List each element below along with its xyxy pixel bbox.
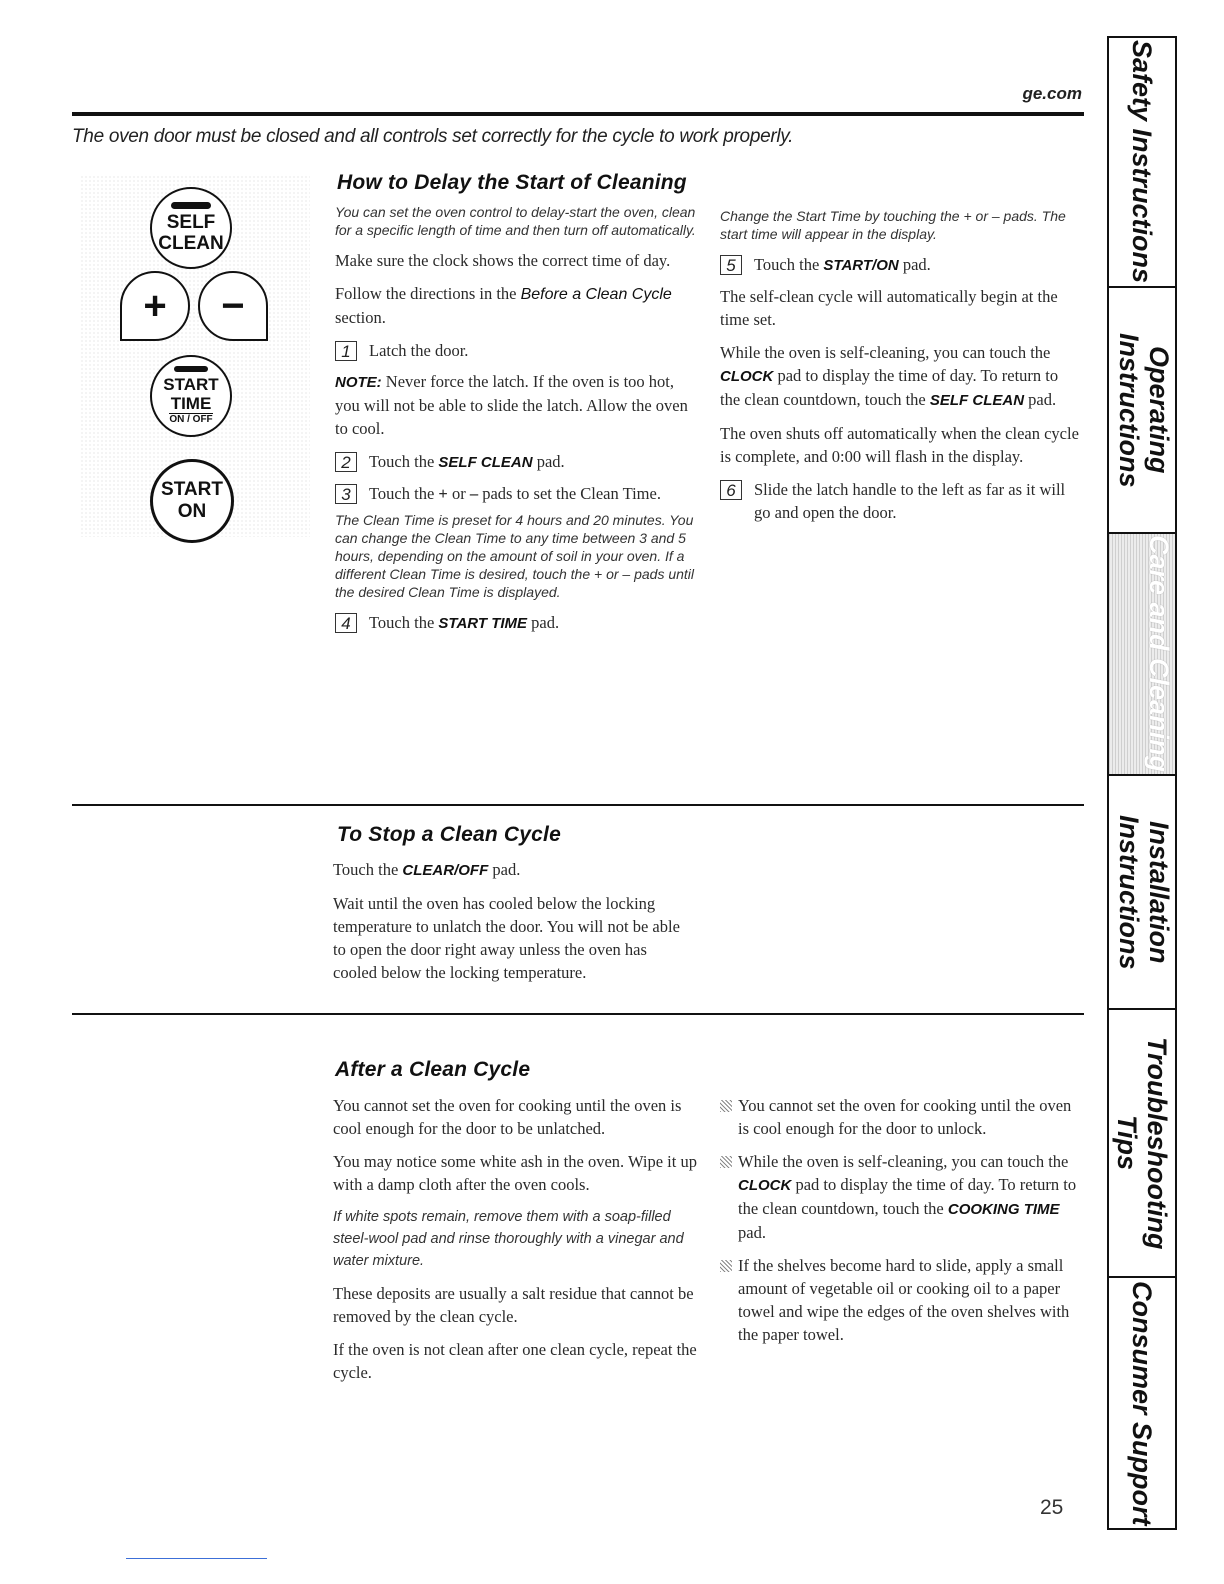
delay-follow-text: Follow the directions in the Before a Clean Cycle section. <box>335 284 672 327</box>
delay-column-2 <box>720 207 1080 532</box>
stop-touch-text: Touch the CLEAR/OFF pad. <box>333 860 521 879</box>
start-time-pad-icon: START TIME ON / OFF <box>150 355 232 437</box>
tab-consumer-support[interactable]: Consumer Support <box>1107 1276 1177 1530</box>
footer-link-line <box>126 1558 267 1559</box>
after-ash-text: You may notice some white ash in the oven. Wipe it up with a damp cloth after the oven cools. <box>333 1152 697 1194</box>
delay-while-text: While the oven is self-cleaning, you can touch the CLOCK pad to display the time of day. To return to the clean countdown, touch the SELF CLEAN pad. <box>720 343 1059 409</box>
after-spots-note: If white spots remain, remove them with a soap-filled steel-wool pad and rinse thoroughly with a vinegar and water mixture. <box>333 1209 684 1269</box>
after-rule <box>72 1013 1084 1015</box>
intro-text: The oven door must be closed and all controls set correctly for the cycle to work properly. <box>72 126 794 147</box>
delay-step-4: 4 Touch the START TIME pad. <box>335 611 700 635</box>
delay-step-5: 5 Touch the START/ON pad. <box>720 253 1080 277</box>
delay-note: NOTE: Never force the latch. If the oven is too hot, you will not be able to slide the latch. Allow the oven to cool. <box>335 372 688 438</box>
after-column-2 <box>720 1094 1082 1356</box>
tab-safety-instructions[interactable]: Safety Instructions <box>1107 36 1177 286</box>
after-bullet-3: If the shelves become hard to slide, apply a small amount of vegetable oil or cooking oil to a paper towel and wipe the edges of the oven shelves with the paper towel. <box>720 1254 1082 1346</box>
after-deposits-text: These deposits are usually a salt residue that cannot be removed by the clean cycle. <box>333 1284 694 1326</box>
clean-time-note: The Clean Time is preset for 4 hours and 20 minutes. You can change the Clean Time to any time between 3 and 5 hours, depending on the amount of soil in your oven. If a different Clean Time is desired, touch the + or – pads until the desired Clean Time is displayed. <box>335 512 695 600</box>
self-clean-pad-icon: SELF CLEAN <box>150 187 232 269</box>
after-column-1 <box>333 1094 698 1394</box>
delay-column-1 <box>335 203 700 643</box>
site-url: ge.com <box>1022 84 1082 103</box>
delay-step-2: 2 Touch the SELF CLEAN pad. <box>335 450 700 474</box>
delay-begin-text: The self-clean cycle will automatically begin at the time set. <box>720 287 1058 329</box>
after-bullet-2: While the oven is self-cleaning, you can touch the CLOCK pad to display the time of day. To return to the clean countdown, touch the COOKING TIME pad. <box>720 1150 1082 1244</box>
header-rule <box>72 112 1084 116</box>
delay-clock-text: Make sure the clock shows the correct time of day. <box>335 251 671 270</box>
delay-intro: You can set the oven control to delay-start the oven, clean for a specific length of time and then turn off automatically. <box>335 204 696 238</box>
stop-body <box>333 858 693 994</box>
delay-step-3: 3 Touch the + or – pads to set the Clean Time. <box>335 482 700 505</box>
start-on-pad-icon: START ON <box>150 459 234 543</box>
control-pad-illustration <box>80 175 310 537</box>
stop-wait-text: Wait until the oven has cooled below the locking temperature to unlatch the door. You will not be able to open the door right away unless the oven has cooled below the locking temperature. <box>333 894 680 982</box>
after-cannot-text: You cannot set the oven for cooking until the oven is cool enough for the door to be unlatched. <box>333 1096 682 1138</box>
change-start-note: Change the Start Time by touching the + or – pads. The start time will appear in the display. <box>720 208 1066 242</box>
after-bullet-1: You cannot set the oven for cooking until the oven is cool enough for the door to unlock. <box>720 1094 1082 1140</box>
plus-pad-icon: + <box>120 271 190 341</box>
page-number: 25 <box>1040 1496 1064 1519</box>
tab-care-and-cleaning[interactable]: Care and Cleaning <box>1107 532 1177 774</box>
delay-step-6: 6 Slide the latch handle to the left as far as it will go and open the door. <box>720 478 1080 524</box>
stop-rule <box>72 804 1084 806</box>
tab-troubleshooting-tips[interactable]: Troubleshooting Tips <box>1107 1008 1177 1276</box>
stop-title: To Stop a Clean Cycle <box>337 823 561 846</box>
after-repeat-text: If the oven is not clean after one clean cycle, repeat the cycle. <box>333 1340 697 1382</box>
delay-step-1: 1 Latch the door. <box>335 339 700 362</box>
tab-operating-instructions[interactable]: Operating Instructions <box>1107 286 1177 532</box>
tab-installation-instructions[interactable]: Installation Instructions <box>1107 774 1177 1008</box>
after-title: After a Clean Cycle <box>335 1058 531 1081</box>
delay-shuts-text: The oven shuts off automatically when the clean cycle is complete, and 0:00 will flash in the display. <box>720 424 1079 466</box>
delay-title: How to Delay the Start of Cleaning <box>337 171 687 194</box>
minus-pad-icon: − <box>198 271 268 341</box>
